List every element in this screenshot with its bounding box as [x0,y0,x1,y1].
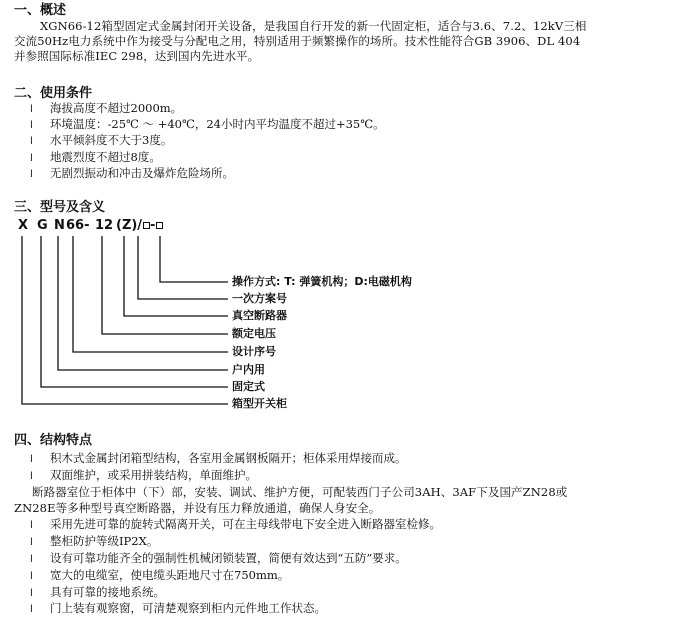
section-heading-structure: 四、结构特点 [14,433,93,448]
structure-item-text: 整柜防护等级IP2X。 [50,534,159,548]
structure-item-text: 积木式金属封闭箱型结构，各室用金属钢板隔开；柜体采用焊接而成。 [50,451,407,465]
conditions-item-text: 水平倾斜度不大于3度。 [50,133,173,147]
model-label-operation: 操作方式: T: 弹簧机构；D:电磁机构 [232,275,412,288]
structure-item [30,551,407,567]
conditions-item-text: 地震烈度不超过8度。 [50,150,161,164]
code-breaker-text: (Z)/ [116,218,143,233]
bullet-mark: l [30,537,33,548]
model-label-indoor: 户内用 [232,363,265,376]
code-letter-n: N [54,218,65,233]
overview-line-2: 交流50Hz电力系统中作为接受与分配电之用，特别适用于频繁操作的场所。技术性能符合GB 3906、DL 404 [14,34,581,48]
structure-paragraph-line-2: ZN28E等多种型号真空断路器，并设有压力释放通道，确保人身安全。 [14,501,381,515]
code-letter-g: G [37,218,48,233]
bullet-mark: l [30,588,33,599]
structure-paragraph-line-1: 断路器室位于柜体中（下）部，安装、调试、维护方便，可配装西门子公司3AH、3AF下及国产ZN28或 [32,485,568,499]
overview-line-1: XGN66-12箱型固定式金属封闭开关设备，是我国自行开发的新一代固定柜，适合与3.6、7.2、12kV三相 [40,19,587,33]
leader-line-fixed [41,236,228,387]
leader-line-operation [160,236,228,282]
model-label-boxtype: 箱型开关柜 [232,397,287,410]
leader-line-indoor [58,236,228,370]
bullet-mark: l [30,169,33,180]
section-heading-conditions: 二、使用条件 [14,86,93,101]
bullet-mark: l [30,120,33,131]
bullet-mark: l [30,153,33,164]
structure-item-text: 具有可靠的接地系统。 [50,585,165,599]
section-heading-overview: 一、概述 [14,3,67,18]
conditions-item-text: 海拔高度不超过2000m。 [50,101,183,115]
bullet-mark: l [30,454,33,465]
structure-item [30,517,441,533]
leader-line-scheme [138,236,228,299]
model-label-design: 设计序号 [232,345,276,358]
structure-item-text: 双面维护，或采用拼装结构，单面维护。 [50,468,257,482]
conditions-item-text: 环境温度：-25℃ ～ +40℃，24小时内平均温度不超过+35℃。 [50,117,385,131]
section-heading-model: 三、型号及含义 [14,200,106,215]
bullet-mark: l [30,136,33,147]
bullet-mark: l [30,520,33,531]
conditions-item-text: 无剧烈振动和冲击及爆炸危险场所。 [50,166,234,180]
code-voltage: 12 [95,218,114,233]
code-operation-text: - [150,218,156,233]
leader-line-voltage [102,236,228,334]
code-design-number: 66- [66,218,90,233]
structure-item [30,451,407,467]
leader-line-boxtype [22,236,228,404]
structure-item-text: 宽大的电缆室，使电缆头距地尺寸在750mm。 [50,568,290,582]
structure-item-text: 采用先进可靠的旋转式隔离开关，可在主母线带电下安全进入断路器室检修。 [50,517,441,531]
overview-line-3: 并参照国际标准IEC 298，达到国内先进水平。 [14,49,260,63]
structure-item [30,468,257,484]
bullet-mark: l [30,571,33,582]
structure-item-text: 设有可靠功能齐全的强制性机械闭锁装置，简便有效达到“五防”要求。 [50,551,407,565]
leader-line-breaker [124,236,228,316]
bullet-mark: l [30,471,33,482]
bullet-mark: l [30,104,33,115]
model-label-scheme: 一次方案号 [232,292,287,305]
structure-item [30,534,158,550]
bullet-mark: l [30,554,33,565]
code-letter-x: X [18,218,29,233]
model-label-breaker: 真空断路器 [232,309,287,322]
structure-item [30,601,326,617]
structure-item-text: 门上装有观察窗，可清楚观察到柜内元件地工作状态。 [50,601,326,615]
structure-item [30,585,165,601]
structure-item [30,568,289,584]
model-label-voltage: 额定电压 [232,327,276,340]
bullet-mark: l [30,604,33,615]
model-label-fixed: 固定式 [232,380,265,393]
